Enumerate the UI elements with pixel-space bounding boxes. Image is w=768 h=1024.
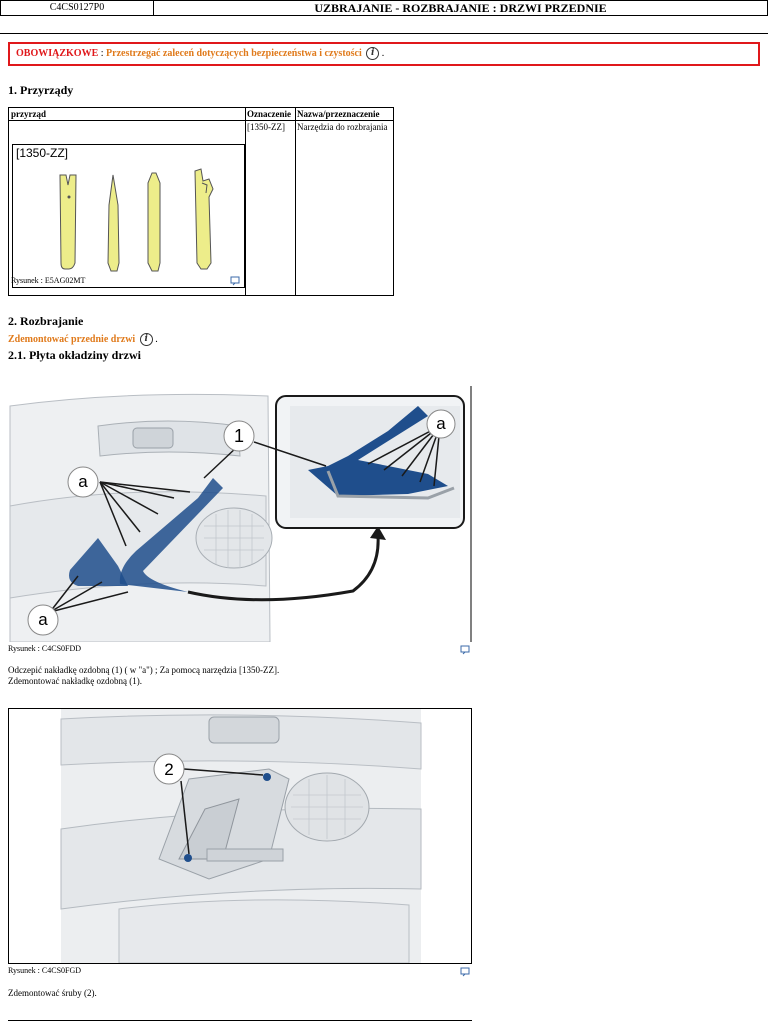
warning-link[interactable]: Przestrzegać zaleceń dotyczących bezpieczeństwa i czystości xyxy=(106,48,362,59)
next-figure-border xyxy=(8,1020,472,1021)
table-header-divider xyxy=(9,120,393,121)
table-column-divider xyxy=(245,108,246,295)
tool-designation-cell: [1350-ZZ] xyxy=(247,122,285,132)
warning-suffix: . xyxy=(379,48,385,59)
instruction-line xyxy=(8,333,158,346)
step-text-line: Zdemontować nakładkę ozdobną (1). xyxy=(8,676,142,686)
tool-illustration xyxy=(12,144,245,288)
callout-1: 1 xyxy=(233,426,245,446)
callout-a: a xyxy=(38,610,48,629)
remove-front-door-link[interactable]: Zdemontować przednie drzwi xyxy=(8,333,136,345)
step-text-line: Zdemontować śruby (2). xyxy=(8,988,97,998)
door-trim-drawing-2 xyxy=(9,709,471,963)
figure-zoom-icon[interactable] xyxy=(460,967,471,977)
table-header-tool: przyrząd xyxy=(11,109,46,119)
figure-reference: Rysunek : C4CS0FGD xyxy=(8,966,82,975)
header-divider xyxy=(0,33,768,34)
trim-tools-drawing xyxy=(13,145,244,287)
table-header-designation: Oznaczenie xyxy=(247,109,291,119)
warning-separator: : xyxy=(98,48,107,59)
door-trim-figure-2 xyxy=(8,708,472,964)
instruction-suffix: . xyxy=(152,333,158,345)
table-header-name: Nazwa/przeznaczenie xyxy=(297,109,380,119)
mandatory-warning-box xyxy=(8,42,760,66)
callout-a: a xyxy=(78,472,88,491)
section-heading-disassembly: 2. Rozbrajanie xyxy=(8,314,84,328)
callout-a: a xyxy=(436,414,446,433)
figure-zoom-icon[interactable] xyxy=(460,645,471,655)
figure-reference: Rysunek : E5AG02MT xyxy=(11,276,86,285)
tool-figure-caption: [1350-ZZ] xyxy=(16,146,69,160)
callout-2: 2 xyxy=(164,760,174,779)
step-text-line: Odczepić nakładkę ozdobną (1) ( w "a") ; Za pomocą narzędzia [1350-ZZ]. xyxy=(8,665,280,675)
table-column-divider xyxy=(295,108,296,295)
section-heading-tools: 1. Przyrządy xyxy=(8,83,74,97)
warning-tag: OBOWIĄZKOWE xyxy=(16,48,99,59)
info-icon[interactable]: i xyxy=(366,47,379,60)
document-code: C4CS0127P0 xyxy=(0,0,154,16)
figure-zoom-icon[interactable] xyxy=(230,276,241,286)
page-title: UZBRAJANIE - ROZBRAJANIE : DRZWI PRZEDNIE xyxy=(154,0,768,16)
info-icon[interactable]: i xyxy=(140,333,153,346)
door-trim-figure-1 xyxy=(8,386,472,642)
figure-reference: Rysunek : C4CS0FDD xyxy=(8,644,82,653)
door-trim-drawing-1 xyxy=(8,386,472,642)
sub-heading-door-panel: 2.1. Płyta okładziny drzwi xyxy=(8,348,142,362)
tools-table xyxy=(8,107,394,296)
tool-name-cell: Narzędzia do rozbrajania xyxy=(297,122,388,132)
